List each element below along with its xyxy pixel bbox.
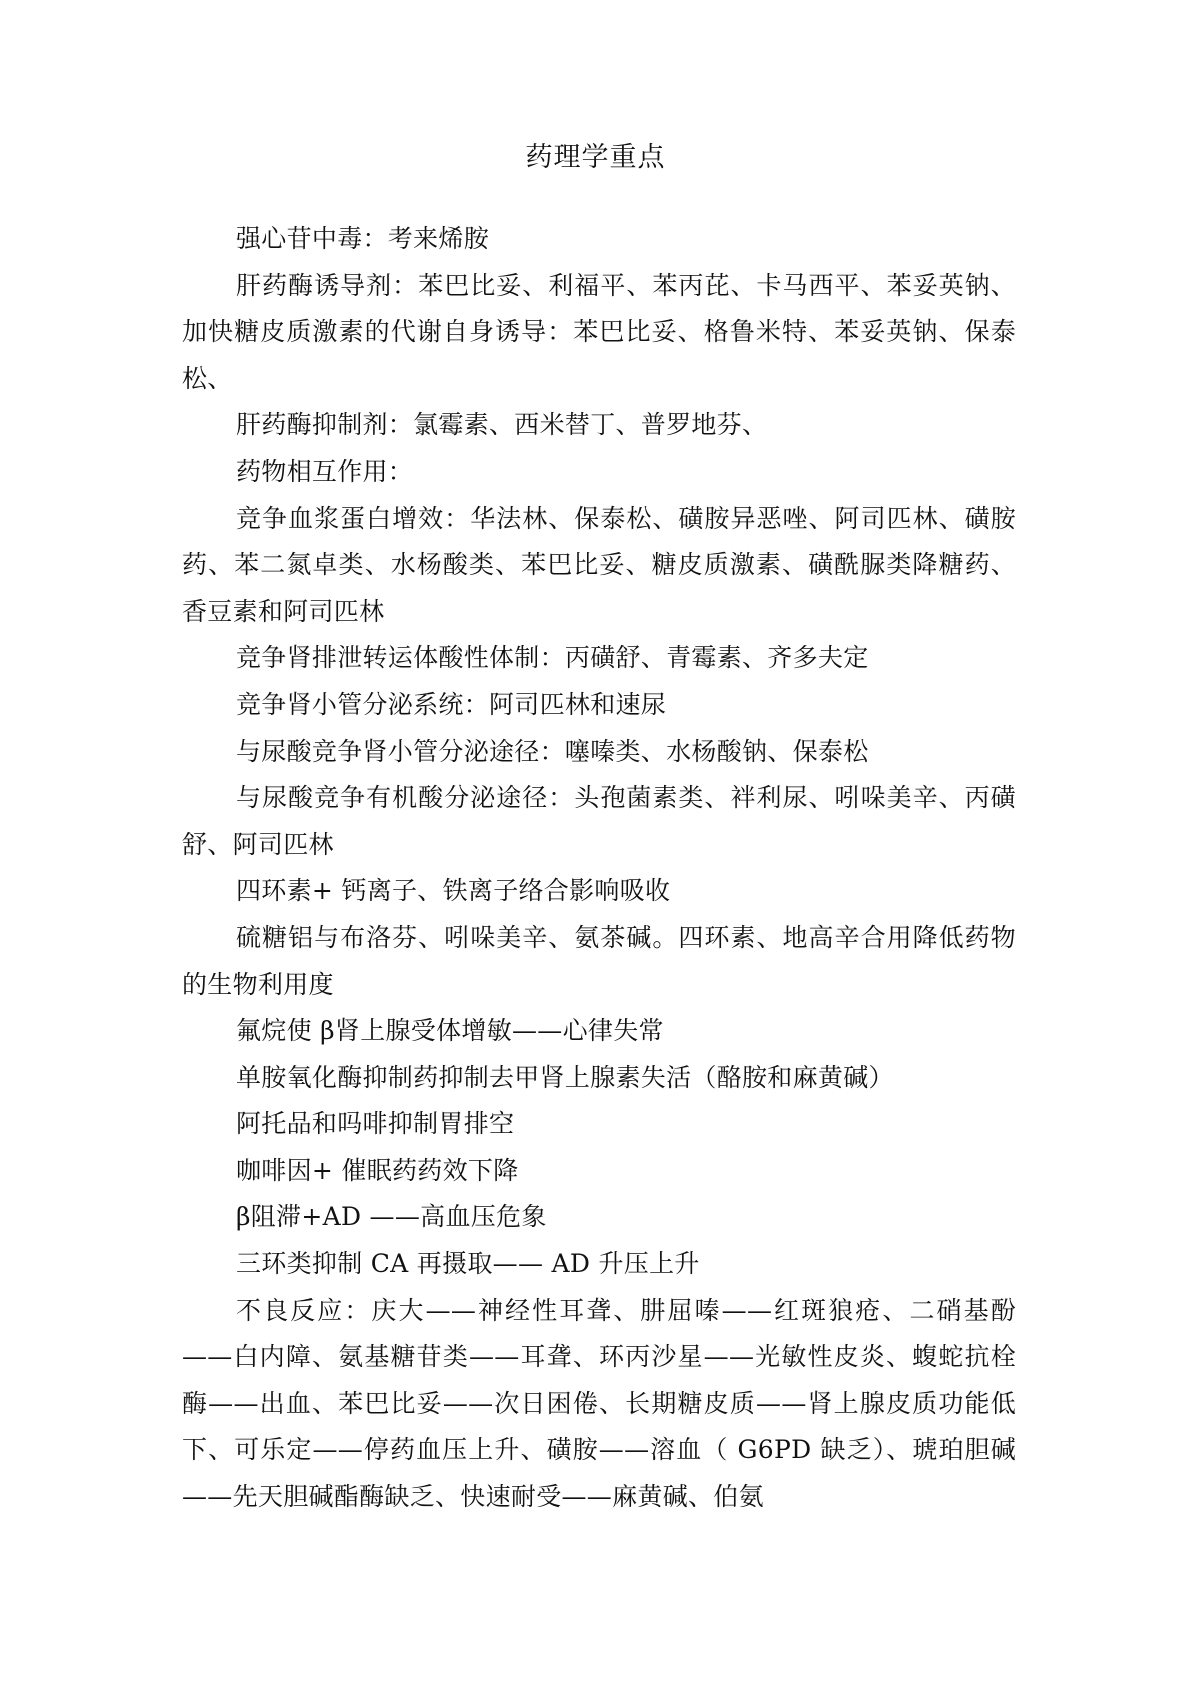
paragraph-tricyclics: 三环类抑制 CA 再摄取—— AD 升压上升 xyxy=(236,1249,700,1279)
paragraph-uric-acid-organic-acid: 与尿酸竞争有机酸分泌途径：头孢菌素类、袢利尿、吲哚美辛、丙磺舒、阿司匹林 xyxy=(182,783,1016,859)
paragraph-tubular-secretion-competition: 竞争肾小管分泌系统：阿司匹林和速尿 xyxy=(236,689,667,719)
paragraph-sucralfate-bioavailability: 硫糖铝与布洛芬、吲哚美辛、氨茶碱。四环素、地高辛合用降低药物的生物利用度 xyxy=(182,922,1016,999)
paragraph-renal-transporter-competition: 竞争肾排泄转运体酸性体制：丙磺舒、青霉素、齐多夫定 xyxy=(236,643,869,673)
paragraph-plasma-protein-competition: 竞争血浆蛋白增效：华法林、保泰松、磺胺异恶唑、阿司匹林、磺胺药、苯二氮卓类、水杨酸类、苯巴比妥、糖皮质激素、磺酰脲类降糖药、香豆素和阿司匹林 xyxy=(182,503,1016,626)
paragraph-liver-enzyme-inhibitors: 肝药酶抑制剂：氯霉素、西米替丁、普罗地芬、 xyxy=(236,410,768,440)
paragraph-adverse-reactions: 不良反应：庆大——神经性耳聋、肼屈嗪——红斑狼疮、二硝基酚——白内障、氨基糖苷类——耳聋、环丙沙星——光敏性皮炎、蝮蛇抗栓酶——出血、苯巴比妥——次日困倦、长期糖皮质——肾上腺皮质功能低下、可乐定——停药血压上升、磺胺——溶血（ G6PD 缺乏）、琥珀胆碱——先天胆碱酯酶缺乏、快速耐受——麻黄碱、伯氨 xyxy=(182,1295,1016,1512)
paragraph-liver-enzyme-inducers: 肝药酶诱导剂：苯巴比妥、利福平、苯丙芘、卡马西平、苯妥英钠、加快糖皮质激素的代谢自身诱导：苯巴比妥、格鲁米特、苯妥英钠、保泰松、 xyxy=(182,270,1016,393)
paragraph-caffeine-hypnotics: 咖啡因+ 催眠药药效下降 xyxy=(236,1155,519,1185)
paragraph-uric-acid-tubular: 与尿酸竞争肾小管分泌途径：噻嗪类、水杨酸钠、保泰松 xyxy=(236,736,869,766)
document-body xyxy=(182,216,1016,1521)
paragraph-halothane-arrhythmia: 氟烷使 β肾上腺受体增敏——心律失常 xyxy=(236,1016,664,1046)
paragraph-drug-interactions-heading: 药物相互作用： xyxy=(236,456,414,486)
document-title: 药理学重点 xyxy=(525,142,666,173)
paragraph-cardiac-glycoside-poisoning: 强心苷中毒：考来烯胺 xyxy=(236,224,490,253)
paragraph-tetracycline-chelation: 四环素+ 钙离子、铁离子络合影响吸收 xyxy=(236,876,671,906)
paragraph-maoi: 单胺氧化酶抑制药抑制去甲肾上腺素失活（酪胺和麻黄碱） xyxy=(236,1062,894,1092)
paragraph-atropine-morphine: 阿托品和吗啡抑制胃排空 xyxy=(236,1109,515,1139)
paragraph-beta-blocker-ad: β阻滞+AD ——高血压危象 xyxy=(236,1202,547,1232)
